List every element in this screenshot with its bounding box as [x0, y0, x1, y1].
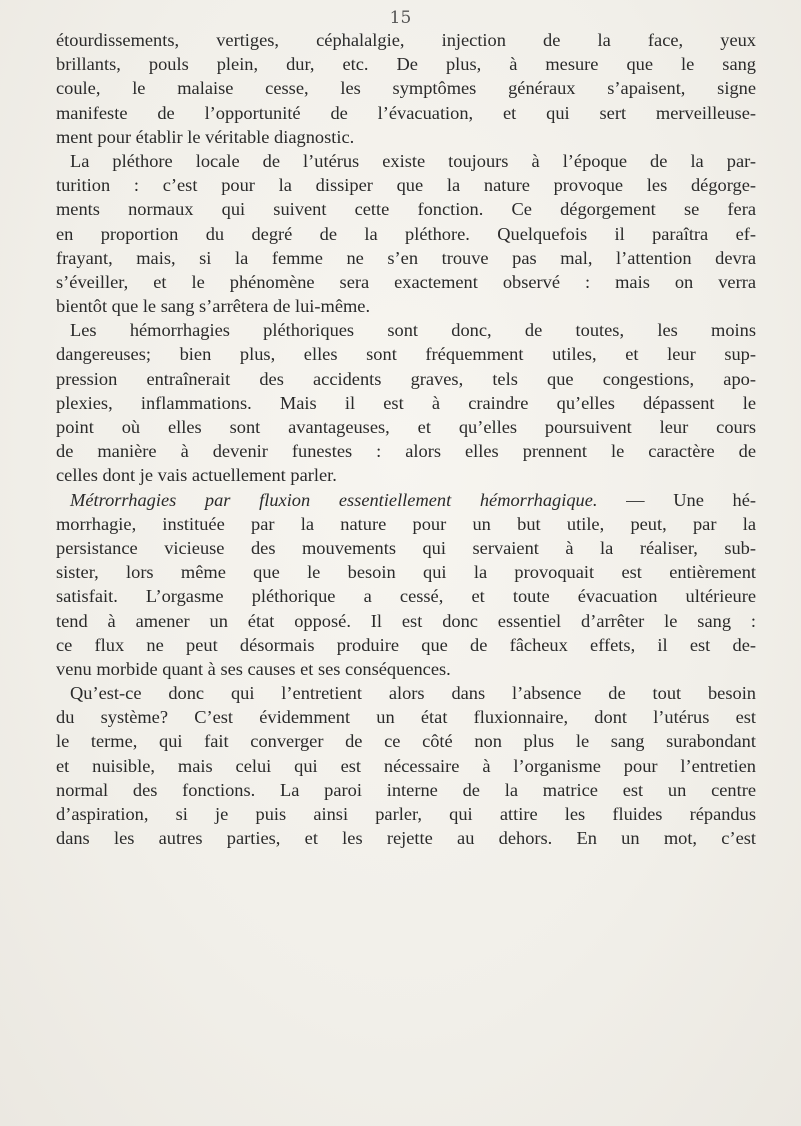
- text-line-content: du système? C’est évidemment un état fluxionnaire, dont l’utérus est: [56, 707, 756, 728]
- text-line-content: turition : c’est pour la dissiper que la nature provoque les dégorge-: [56, 175, 756, 196]
- text-line: [56, 754, 756, 778]
- text-line: [56, 439, 756, 463]
- text-line: [56, 681, 756, 705]
- text-line-content: coule, le malaise cesse, les symptômes généraux s’apaisent, signe: [56, 78, 756, 99]
- text-line-content: satisfait. L’orgasme pléthorique a cessé, et toute évacuation ultérieure: [56, 586, 756, 607]
- text-line-content: normal des fonctions. La paroi interne de la matrice est un centre: [56, 779, 756, 800]
- text-line: [56, 705, 756, 729]
- text-line: [56, 342, 756, 366]
- text-line: [56, 197, 756, 221]
- text-line-content: Les hémorrhagies pléthoriques sont donc, de toutes, les moins: [70, 320, 756, 341]
- text-line-content: sister, lors même que le besoin qui la provoquait est entièrement: [56, 562, 756, 583]
- text-line-content: étourdissements, vertiges, céphalalgie, injection de la face, yeux: [56, 30, 756, 50]
- text-line: [56, 270, 756, 294]
- text-line-content: tend à amener un état opposé. Il est donc essentiel d’arrêter le sang :: [56, 610, 756, 631]
- text-line-content: d’aspiration, si je puis ainsi parler, qui attire les fluides répandus: [56, 804, 756, 824]
- text-line: [56, 463, 756, 487]
- text-line-content: manifeste de l’opportunité de l’évacuation, et qui sert merveilleuse-: [56, 102, 756, 123]
- text-line: [56, 729, 756, 753]
- text-line: [56, 52, 756, 76]
- text-line: [56, 657, 756, 681]
- text-line: [56, 536, 756, 560]
- text-line: [56, 125, 756, 149]
- text-line-content: plexies, inflammations. Mais il est à craindre qu’elles dépassent le: [56, 392, 756, 413]
- text-line-content: — Une hé-: [597, 489, 756, 510]
- body-text: [56, 28, 756, 850]
- text-line-content: venu morbide quant à ses causes et ses conséquences.: [56, 658, 451, 679]
- text-line-content: ment pour établir le véritable diagnostic.: [56, 126, 355, 147]
- text-line-content: celles dont je vais actuellement parler.: [56, 465, 337, 486]
- section-heading-italic: Métrorrhagies par fluxion essentiellement hémorrhagique.: [70, 489, 598, 510]
- text-line-content: le terme, qui fait converger de ce côté non plus le sang surabondant: [56, 731, 756, 752]
- text-line-content: et nuisible, mais celui qui est nécessaire à l’organisme pour l’entretien: [56, 755, 756, 776]
- text-line: [56, 28, 756, 52]
- text-line-content: pression entraînerait des accidents graves, tels que congestions, apo-: [56, 368, 756, 389]
- text-line-content: brillants, pouls plein, dur, etc. De plus, à mesure que le sang: [56, 54, 756, 75]
- text-line: [56, 633, 756, 657]
- text-line-content: dangereuses; bien plus, elles sont fréquemment utiles, et leur sup-: [56, 344, 756, 365]
- text-line-content: Qu’est-ce donc qui l’entretient alors dans l’absence de tout besoin: [70, 683, 756, 704]
- text-line: [56, 76, 756, 100]
- text-line: [56, 222, 756, 246]
- text-line-content: persistance vicieuse des mouvements qui servaient à la réaliser, sub-: [56, 537, 756, 558]
- text-line: [56, 318, 756, 342]
- text-line-content: frayant, mais, si la femme ne s’en trouve pas mal, l’attention devra: [56, 247, 756, 268]
- text-line-content: dans les autres parties, et les rejette au dehors. En un mot, c’est: [56, 828, 756, 849]
- text-line: [56, 802, 756, 826]
- text-line: [56, 149, 756, 173]
- text-line-content: ce flux ne peut désormais produire que de fâcheux effets, il est de-: [56, 634, 756, 655]
- text-line: [56, 560, 756, 584]
- text-line: [56, 101, 756, 125]
- text-line-content: de manière à devenir funestes : alors elles prennent le caractère de: [56, 441, 756, 462]
- text-line: [56, 246, 756, 270]
- page-number: 15: [389, 8, 412, 28]
- text-line: [56, 826, 756, 850]
- text-line-content: bientôt que le sang s’arrêtera de lui-même.: [56, 296, 371, 317]
- text-line-content: point où elles sont avantageuses, et qu’elles poursuivent leur cours: [56, 417, 756, 437]
- text-line: [56, 415, 756, 439]
- text-line: [56, 367, 756, 391]
- text-line-content: La pléthore locale de l’utérus existe toujours à l’époque de la par-: [70, 150, 756, 171]
- text-line: [56, 391, 756, 415]
- text-line-content: morrhagie, instituée par la nature pour un but utile, peut, par la: [56, 513, 756, 534]
- text-line-content: ments normaux qui suivent cette fonction. Ce dégorgement se fera: [56, 199, 756, 220]
- text-line: [56, 512, 756, 536]
- text-line: [56, 173, 756, 197]
- text-line: [56, 584, 756, 608]
- text-line: [56, 778, 756, 802]
- text-line-content: s’éveiller, et le phénomène sera exactement observé : mais on verra: [56, 271, 756, 292]
- text-line: [56, 609, 756, 633]
- text-line: [56, 294, 756, 318]
- text-line: [56, 488, 756, 512]
- text-line-content: en proportion du degré de la pléthore. Quelquefois il paraîtra ef-: [56, 223, 756, 244]
